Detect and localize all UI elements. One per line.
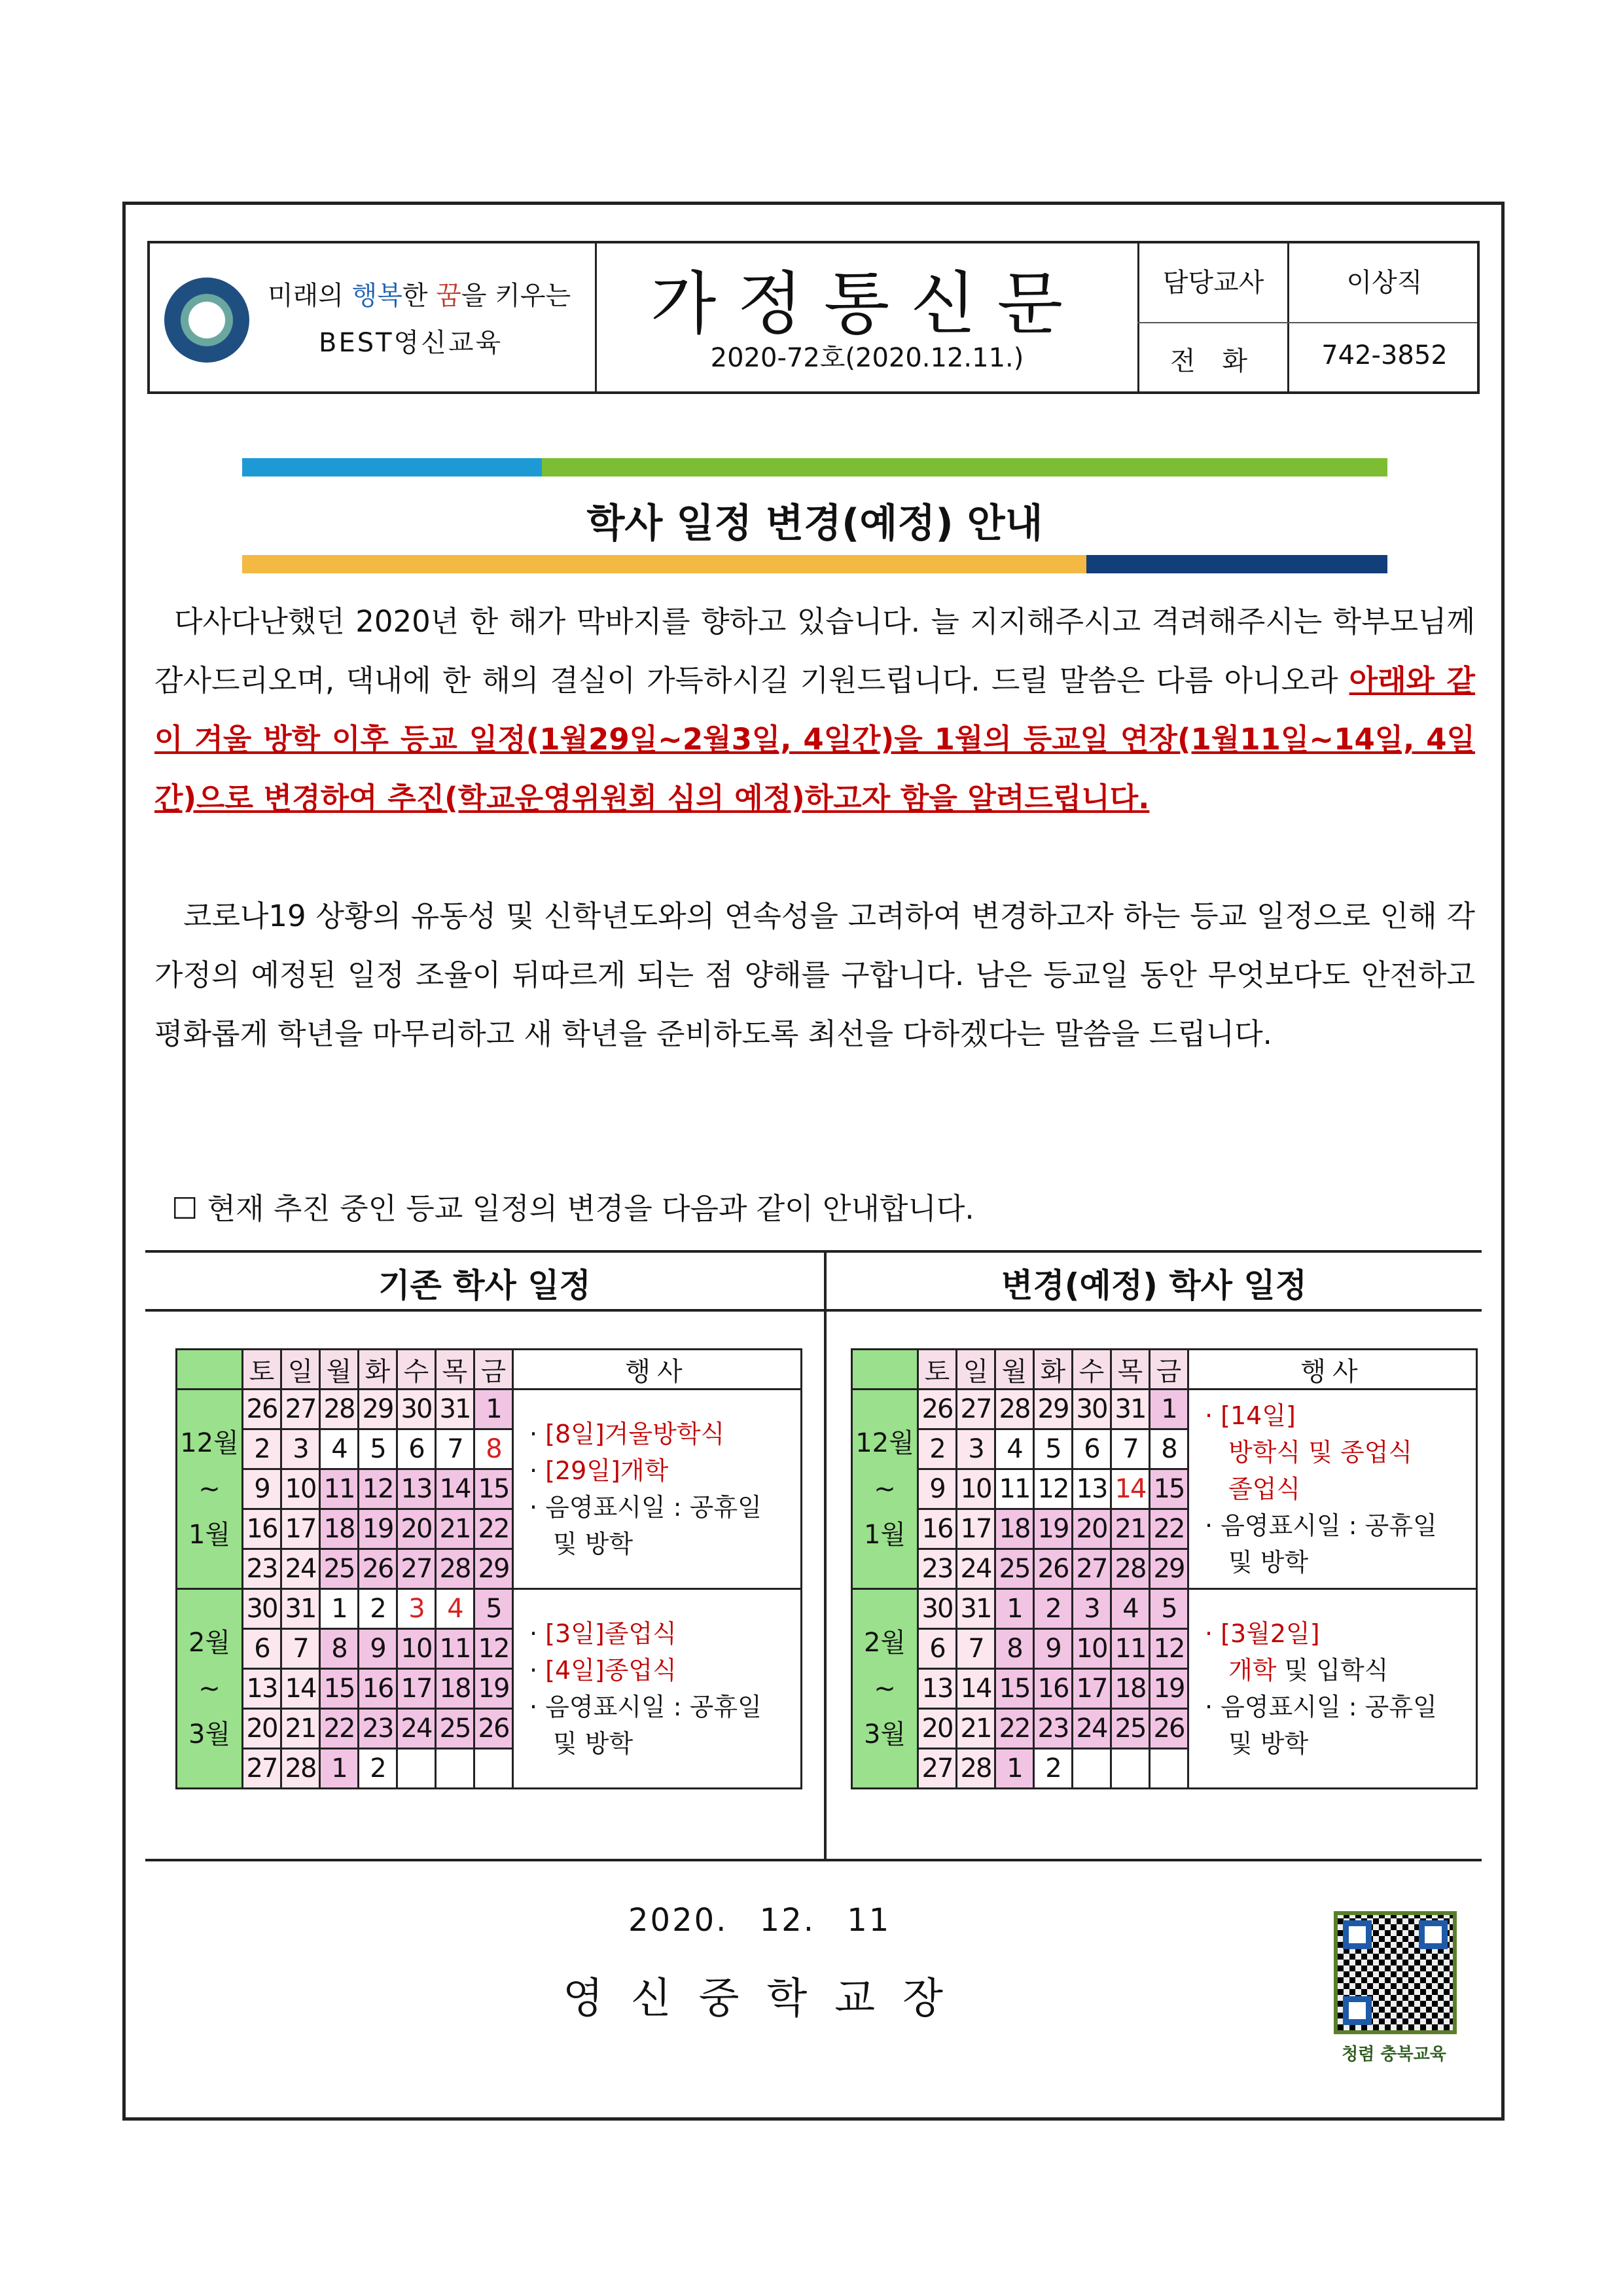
calendar-day <box>1111 1749 1150 1789</box>
calendar-day: 29 <box>474 1549 513 1589</box>
calendar-day: 26 <box>474 1709 513 1749</box>
calendar-day: 2 <box>918 1429 957 1469</box>
day-header: 월 <box>995 1350 1034 1390</box>
day-header: 목 <box>436 1350 474 1390</box>
calendar-day: 24 <box>957 1549 995 1589</box>
calendar-day: 14 <box>957 1669 995 1709</box>
calendar-day: 4 <box>320 1429 359 1469</box>
calendar-day: 7 <box>436 1429 474 1469</box>
calendar-day: 12 <box>474 1629 513 1669</box>
calendar-day: 22 <box>995 1709 1034 1749</box>
calendar-day: 25 <box>1111 1709 1150 1749</box>
calendar-day: 31 <box>1111 1390 1150 1429</box>
calendar-day: 20 <box>397 1509 436 1549</box>
calendar-day: 18 <box>436 1669 474 1709</box>
old-calendar <box>175 1348 802 1789</box>
calendar-day: 17 <box>957 1509 995 1549</box>
event-header: 행사 <box>513 1350 802 1390</box>
calendar-day: 12 <box>1034 1469 1073 1509</box>
month-label: 12월 ~ 1월 <box>852 1390 918 1589</box>
calendar-day: 8 <box>995 1629 1034 1669</box>
calendar-day: 18 <box>1111 1669 1150 1709</box>
calendar-day: 23 <box>918 1549 957 1589</box>
day-header: 금 <box>474 1350 513 1390</box>
calendar-day: 9 <box>243 1469 281 1509</box>
calendar-day: 30 <box>918 1589 957 1629</box>
phone-number: 742-3852 <box>1321 340 1448 370</box>
calendar-day <box>436 1749 474 1789</box>
old-schedule-title: 기존 학사 일정 <box>378 1266 591 1304</box>
calendar-day: 28 <box>281 1749 320 1789</box>
calendar-day: 28 <box>995 1390 1034 1429</box>
calendar-day: 18 <box>995 1509 1034 1549</box>
calendar-day: 19 <box>1034 1509 1073 1549</box>
day-header: 화 <box>359 1350 397 1390</box>
calendar-day: 31 <box>436 1390 474 1429</box>
calendar-day: 20 <box>918 1709 957 1749</box>
day-header: 목 <box>1111 1350 1150 1390</box>
calendar-day: 11 <box>1111 1629 1150 1669</box>
calendar-day: 27 <box>918 1749 957 1789</box>
calendar-day: 1 <box>995 1749 1034 1789</box>
calendar-day: 14 <box>1111 1469 1150 1509</box>
calendar-day: 9 <box>359 1629 397 1669</box>
calendar-day: 31 <box>957 1589 995 1629</box>
document-number: 2020-72호(2020.12.11.) <box>710 343 1024 373</box>
calendar-day: 2 <box>243 1429 281 1469</box>
calendar-day: 23 <box>1034 1709 1073 1749</box>
calendar-day: 6 <box>918 1629 957 1669</box>
calendar-day: 30 <box>243 1589 281 1629</box>
calendar-day: 13 <box>918 1669 957 1709</box>
day-header: 일 <box>281 1350 320 1390</box>
calendar-day: 31 <box>281 1589 320 1629</box>
header-table <box>147 241 1480 394</box>
calendar-day: 27 <box>957 1390 995 1429</box>
calendar-day: 2 <box>359 1749 397 1789</box>
banner-bar-yellow <box>242 555 1086 573</box>
calendar-day: 22 <box>1150 1509 1188 1549</box>
calendar-day: 26 <box>243 1390 281 1429</box>
calendar-day: 19 <box>1150 1669 1188 1709</box>
calendar-day: 11 <box>436 1629 474 1669</box>
issue-date: 2020. 12. 11 <box>628 1902 891 1939</box>
calendar-day: 15 <box>474 1469 513 1509</box>
calendar-day: 6 <box>243 1629 281 1669</box>
calendar-day: 22 <box>320 1709 359 1749</box>
calendar-day: 21 <box>1111 1509 1150 1549</box>
teacher-name: 이상직 <box>1346 268 1423 298</box>
calendar-day: 4 <box>1111 1589 1150 1629</box>
calendar-corner <box>852 1350 918 1390</box>
banner-bar-blue <box>242 458 542 476</box>
calendar-day: 30 <box>1073 1390 1111 1429</box>
intro-paragraph: 다사다난했던 2020년 한 해가 막바지를 향하고 있습니다. 늘 지지해주시고 격려해주시는 학부모님께 감사드리오며, 댁내에 한 해의 결실이 가득하시길 기원드립니다. 드릴 말씀은 다름 아니오라 아래와 같이 겨울 방학 이후 등교 일정(1월29일~2월3일, 4일간)을 1월의 등교일 연장(1월11일~14일, 4일간)으로 변경하여 추진(학교운영위원회 심의 예정)하고자 함을 알려드립니다. <box>154 604 1475 816</box>
calendar-day: 30 <box>397 1390 436 1429</box>
calendar-day: 2 <box>1034 1589 1073 1629</box>
banner-bar-green <box>542 458 1387 476</box>
calendar-day: 5 <box>1150 1589 1188 1629</box>
calendar-day: 11 <box>320 1469 359 1509</box>
calendar-day: 27 <box>243 1749 281 1789</box>
calendar-day: 5 <box>359 1429 397 1469</box>
calendar-day: 9 <box>1034 1629 1073 1669</box>
calendar-day: 29 <box>1150 1549 1188 1589</box>
new-events-december: · [14일] 방학식 및 종업식 졸업식 · 음영표시일 : 공휴일 및 방학 <box>1188 1390 1477 1589</box>
calendar-day: 23 <box>243 1549 281 1589</box>
calendar-day: 25 <box>995 1549 1034 1589</box>
calendar-day: 29 <box>1034 1390 1073 1429</box>
calendar-day <box>397 1749 436 1789</box>
qr-code-icon <box>1334 1911 1457 2034</box>
calendar-day: 21 <box>957 1709 995 1749</box>
event-header: 행사 <box>1188 1350 1477 1390</box>
calendar-day: 4 <box>436 1589 474 1629</box>
phone-label: 전 화 <box>1170 346 1257 376</box>
calendar-day: 7 <box>1111 1429 1150 1469</box>
calendar-day: 17 <box>281 1509 320 1549</box>
banner-bar-navy <box>1086 555 1387 573</box>
calendar-day: 8 <box>1150 1429 1188 1469</box>
calendar-day: 6 <box>397 1429 436 1469</box>
calendar-day: 10 <box>1073 1629 1111 1669</box>
calendar-day: 11 <box>995 1469 1034 1509</box>
calendar-day: 7 <box>281 1629 320 1669</box>
calendar-day: 19 <box>474 1669 513 1709</box>
calendar-day: 16 <box>1034 1669 1073 1709</box>
calendar-day <box>474 1749 513 1789</box>
calendar-corner <box>177 1350 243 1390</box>
calendar-day: 1 <box>320 1589 359 1629</box>
calendar-day: 12 <box>359 1469 397 1509</box>
motto: 미래의 행복한 꿈을 키우는 <box>268 281 571 311</box>
calendar-day: 16 <box>918 1509 957 1549</box>
calendar-day: 19 <box>359 1509 397 1549</box>
calendar-day: 27 <box>397 1549 436 1589</box>
day-header: 토 <box>243 1350 281 1390</box>
second-paragraph: 코로나19 상황의 유동성 및 신학년도와의 연속성을 고려하여 변경하고자 하는 등교 일정으로 인해 각 가정의 예정된 일정 조율이 뒤따르게 되는 점 양해를 구합니다. 남은 등교일 동안 무엇보다도 안전하고 평화롭게 학년을 마무리하고 새 학년을 준비하도록 최선을 다하겠다는 말씀을 드립니다. <box>154 899 1475 1051</box>
calendar-day: 27 <box>1073 1549 1111 1589</box>
calendar-day: 18 <box>320 1509 359 1549</box>
calendar-day: 13 <box>1073 1469 1111 1509</box>
day-header: 일 <box>957 1350 995 1390</box>
calendar-day: 3 <box>397 1589 436 1629</box>
calendar-day: 29 <box>359 1390 397 1429</box>
calendar-day: 3 <box>957 1429 995 1469</box>
calendar-day: 28 <box>320 1390 359 1429</box>
document-title: 가정통신문 <box>650 264 1084 344</box>
calendar-day: 10 <box>281 1469 320 1509</box>
calendar-day: 26 <box>918 1390 957 1429</box>
calendar-day: 16 <box>359 1669 397 1709</box>
qr-caption: 청렴 충북교육 <box>1342 2045 1446 2064</box>
calendar-day: 1 <box>995 1589 1034 1629</box>
day-header: 금 <box>1150 1350 1188 1390</box>
calendar-day: 7 <box>957 1629 995 1669</box>
calendar-day: 16 <box>243 1509 281 1549</box>
calendar-day: 13 <box>397 1469 436 1509</box>
calendar-day: 5 <box>1034 1429 1073 1469</box>
calendar-day: 13 <box>243 1669 281 1709</box>
calendar-day <box>1150 1749 1188 1789</box>
teacher-label: 담당교사 <box>1162 268 1264 298</box>
slogan: BEST영신교육 <box>319 328 503 358</box>
day-header: 화 <box>1034 1350 1073 1390</box>
old-events-december: · [8일]겨울방학식 · [29일]개학 · 음영표시일 : 공휴일 및 방학 <box>513 1390 802 1589</box>
old-events-february: · [3일]졸업식 · [4일]종업식 · 음영표시일 : 공휴일 및 방학 <box>513 1589 802 1789</box>
calendar-day: 24 <box>397 1709 436 1749</box>
month-label: 12월 ~ 1월 <box>177 1390 243 1589</box>
calendar-day: 4 <box>995 1429 1034 1469</box>
new-events-february: · [3월2일] 개학 및 입학식 · 음영표시일 : 공휴일 및 방학 <box>1188 1589 1477 1789</box>
calendar-day: 28 <box>436 1549 474 1589</box>
calendar-day: 25 <box>320 1549 359 1589</box>
calendar-day: 15 <box>995 1669 1034 1709</box>
emphasis-text: 아래와 같이 겨울 방학 이후 등교 일정(1월29일~2월3일, 4일간)을 1월의 등교일 연장(1월11일~14일, 4일간)으로 변경하여 추진(학교운영위원회 심의 예정)하고자 함을 알려드립니다. <box>154 663 1475 816</box>
calendar-day: 22 <box>474 1509 513 1549</box>
calendar-day: 2 <box>1034 1749 1073 1789</box>
calendar-day <box>1073 1749 1111 1789</box>
section-top-line <box>145 1250 1482 1253</box>
calendar-day: 2 <box>359 1589 397 1629</box>
calendar-day: 1 <box>320 1749 359 1789</box>
section-divider <box>824 1250 827 1859</box>
calendar-day: 28 <box>1111 1549 1150 1589</box>
calendar-day: 3 <box>281 1429 320 1469</box>
calendar-day: 17 <box>1073 1669 1111 1709</box>
calendar-day: 27 <box>281 1390 320 1429</box>
calendar-day: 26 <box>359 1549 397 1589</box>
calendar-day: 24 <box>1073 1709 1111 1749</box>
section-header-line <box>145 1309 1482 1312</box>
calendar-day: 28 <box>957 1749 995 1789</box>
new-schedule-title: 변경(예정) 학사 일정 <box>1001 1266 1307 1304</box>
page-frame <box>122 202 1505 2121</box>
calendar-day: 24 <box>281 1549 320 1589</box>
calendar-day: 14 <box>436 1469 474 1509</box>
calendar-day: 10 <box>397 1629 436 1669</box>
day-header: 토 <box>918 1350 957 1390</box>
calendar-day: 21 <box>436 1509 474 1549</box>
calendar-day: 6 <box>1073 1429 1111 1469</box>
calendar-day: 1 <box>1150 1390 1188 1429</box>
calendar-day: 23 <box>359 1709 397 1749</box>
school-logo-icon: ✿ <box>164 278 249 363</box>
calendar-day: 8 <box>320 1629 359 1669</box>
month-label: 2월 ~ 3월 <box>852 1589 918 1789</box>
calendar-day: 15 <box>320 1669 359 1709</box>
day-header: 월 <box>320 1350 359 1390</box>
calendar-day: 26 <box>1150 1709 1188 1749</box>
month-label: 2월 ~ 3월 <box>177 1589 243 1789</box>
calendar-day: 9 <box>918 1469 957 1509</box>
calendar-day: 21 <box>281 1709 320 1749</box>
calendar-day: 10 <box>957 1469 995 1509</box>
calendar-day: 3 <box>1073 1589 1111 1629</box>
day-header: 수 <box>1073 1350 1111 1390</box>
calendar-day: 17 <box>397 1669 436 1709</box>
new-calendar <box>851 1348 1478 1789</box>
calendar-day: 8 <box>474 1429 513 1469</box>
calendar-day: 25 <box>436 1709 474 1749</box>
day-header: 수 <box>397 1350 436 1390</box>
calendar-day: 14 <box>281 1669 320 1709</box>
page-heading: 학사 일정 변경(예정) 안내 <box>586 501 1043 547</box>
section-bottom-line <box>145 1859 1482 1861</box>
calendar-day: 20 <box>1073 1509 1111 1549</box>
calendar-day: 15 <box>1150 1469 1188 1509</box>
calendar-day: 20 <box>243 1709 281 1749</box>
principal-signature: 영신중학교장 <box>563 1975 971 2023</box>
calendar-day: 26 <box>1034 1549 1073 1589</box>
calendar-day: 1 <box>474 1390 513 1429</box>
calendar-day: 5 <box>474 1589 513 1629</box>
notice-line: ☐ 현재 추진 중인 등교 일정의 변경을 다음과 같이 안내합니다. <box>171 1191 974 1226</box>
calendar-day: 12 <box>1150 1629 1188 1669</box>
